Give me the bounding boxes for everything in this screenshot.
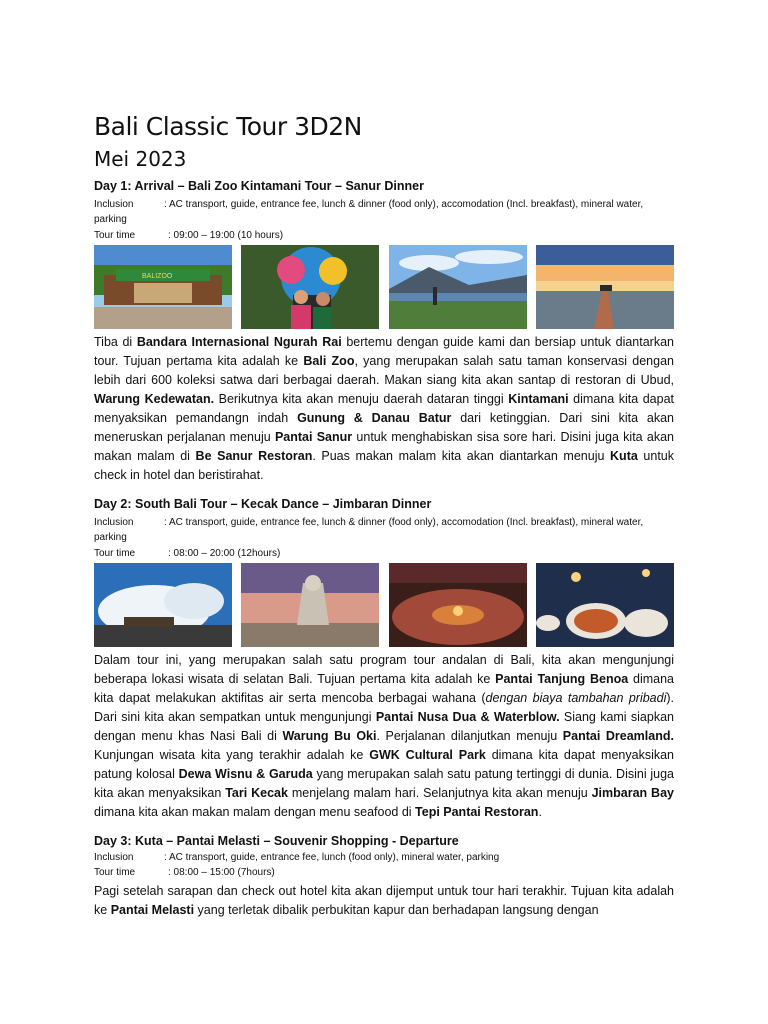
bali-zoo-sign-photo: [241, 245, 379, 329]
paragraph-text: dimana kita dapat menyaksikan pemandangn indah: [94, 392, 674, 425]
paragraph-text: Tiba di: [94, 335, 137, 349]
tour-time-label: Tour time: [94, 867, 136, 878]
tour-time-text: : 09:00 – 19:00 (10 hours): [168, 230, 284, 241]
kintamani-view-photo: [389, 245, 527, 329]
italic-note: dengan biaya tambahan pribadi: [485, 691, 667, 705]
day-3-section: [94, 834, 674, 920]
tour-time-text: : 08:00 – 20:00 (12hours): [168, 548, 281, 559]
paragraph-text: Dalam tour ini, yang merupakan salah satu program tour andalan di Bali, kita akan mengunjungi beberapa lokasi wisata di selatan Bali. Tujuan pertama kita adalah ke: [94, 653, 674, 686]
paragraph-text: menjelang malam hari. Selanjutnya kita akan menuju: [287, 786, 592, 800]
paragraph-text: .: [538, 805, 542, 819]
paragraph-text: Berikutnya kita akan menuju daerah dataran tinggi: [214, 392, 509, 406]
paragraph-text: untuk check in hotel dan beristirahat.: [94, 449, 674, 482]
day-3-description: [94, 882, 674, 920]
paragraph-text: , yang merupakan salah satu taman konservasi dengan lebih dari 600 koleksi satwa dari berbagai daerah. Makan siang kita akan santap di restoran di Ubud,: [94, 354, 674, 387]
highlight-term: Pantai Melasti: [110, 903, 195, 917]
paragraph-text: untuk menghabiskan sisa sore hari. Disini juga kita akan makan malam di: [94, 430, 674, 463]
highlight-term: Bali Zoo: [303, 354, 355, 368]
day-1-inclusion: [94, 197, 674, 227]
day-2-tour-time: [94, 548, 674, 559]
highlight-term: Pantai Nusa Dua & Waterblow.: [375, 710, 560, 724]
paragraph-text: dimana kita dapat menyaksikan patung kolosal: [94, 748, 674, 781]
tour-time-label: Tour time: [94, 230, 136, 241]
inclusion-text: : AC transport, guide, entrance fee, lunch & dinner (food only), accomodation (Incl. breakfast), mineral water, parking: [94, 199, 644, 225]
paragraph-text: Siang kami siapkan dengan menu khas Nasi Bali di: [94, 710, 674, 743]
inclusion-text: : AC transport, guide, entrance fee, lunch & dinner (food only), accomodation (Incl. breakfast), mineral water, parking: [94, 517, 644, 543]
paragraph-text: . Perjalanan dilanjutkan menuju: [376, 729, 563, 743]
highlight-term: Kintamani: [508, 392, 569, 406]
day-2-section: [94, 497, 674, 822]
highlight-term: Warung Kedewatan.: [94, 392, 215, 406]
gwk-statue-photo: [241, 563, 379, 647]
highlight-term: Be Sanur Restoran: [195, 449, 313, 463]
document-content: [94, 112, 674, 920]
highlight-term: Pantai Dreamland.: [562, 729, 674, 743]
day-1-section: [94, 179, 674, 485]
paragraph-text: ). Dari sini kita akan sempatkan untuk mengunjungi: [94, 691, 674, 724]
inclusion-label: Inclusion: [94, 199, 134, 210]
highlight-term: Gunung & Danau Batur: [297, 411, 452, 425]
highlight-term: Tari Kecak: [225, 786, 288, 800]
tour-time-text: : 08:00 – 15:00 (7hours): [168, 867, 275, 878]
paragraph-text: Kunjungan wisata kita yang terakhir adalah ke: [94, 748, 370, 762]
kecak-dance-photo: [389, 563, 527, 647]
paragraph-text: . Puas makan malam kita akan diantarkan menuju: [312, 449, 611, 463]
highlight-term: Kuta: [610, 449, 638, 463]
paragraph-text: Pagi setelah sarapan dan check out hotel kita akan dijemput untuk tour hari terakhir. Tujuan kita adalah ke: [94, 884, 674, 917]
inclusion-label: Inclusion: [94, 852, 134, 863]
paragraph-text: yang terletak dibalik perbukitan kapur dan berhadapan langsung dengan: [194, 903, 599, 917]
inclusion-label: Inclusion: [94, 517, 134, 528]
paragraph-text: bertemu dengan guide kami dan bersiap untuk diantarkan tour. Tujuan pertama kita adalah ke: [94, 335, 674, 368]
day-3-tour-time: [94, 867, 674, 878]
highlight-term: Pantai Sanur: [274, 430, 353, 444]
highlight-term: Pantai Tanjung Benoa: [495, 672, 629, 686]
waterblow-wave-photo: [94, 563, 232, 647]
highlight-term: Dewa Wisnu & Garuda: [178, 767, 313, 781]
svg-text:BALIZOO: BALIZOO: [142, 273, 173, 280]
highlight-term: Warung Bu Oki: [282, 729, 377, 743]
jimbaran-seafood-photo: [536, 563, 674, 647]
day-1-tour-time: [94, 230, 674, 241]
page-subtitle: Mei 2023: [94, 147, 187, 171]
highlight-term: Tepi Pantai Restoran: [415, 805, 539, 819]
bali-zoo-entrance-photo: [94, 245, 232, 329]
day-1-photos: [94, 245, 674, 329]
day-3-heading: Day 3: Kuta – Pantai Melasti – Souvenir Shopping - Departure: [94, 834, 459, 848]
sanur-pier-sunrise-photo: [536, 245, 674, 329]
day-2-photos: [94, 563, 674, 647]
day-2-description: [94, 651, 674, 822]
day-2-inclusion: [94, 515, 674, 545]
highlight-term: Jimbaran Bay: [591, 786, 674, 800]
paragraph-text: dimana kita akan makan malam dengan menu seafood di: [94, 805, 416, 819]
day-1-heading: Day 1: Arrival – Bali Zoo Kintamani Tour – Sanur Dinner: [94, 179, 424, 193]
page-title: Bali Classic Tour 3D2N: [94, 112, 362, 141]
highlight-term: GWK Cultural Park: [369, 748, 486, 762]
highlight-term: Bandara Internasional Ngurah Rai: [136, 335, 342, 349]
day-1-description: [94, 333, 674, 485]
paragraph-text: dari ketinggian. Dari sini kita akan meneruskan perjalanan menuju: [94, 411, 674, 444]
paragraph-text: yang merupakan salah satu patung tertinggi di dunia. Disini juga kita akan menyaksikan: [94, 767, 674, 800]
tour-time-label: Tour time: [94, 548, 136, 559]
day-3-inclusion: [94, 852, 674, 863]
day-2-heading: Day 2: South Bali Tour – Kecak Dance – Jimbaran Dinner: [94, 497, 432, 511]
inclusion-text: : AC transport, guide, entrance fee, lunch (food only), mineral water, parking: [164, 852, 500, 863]
paragraph-text: dimana kita dapat melakukan aktifitas air serta mencoba berbagai wahana (: [94, 672, 674, 705]
